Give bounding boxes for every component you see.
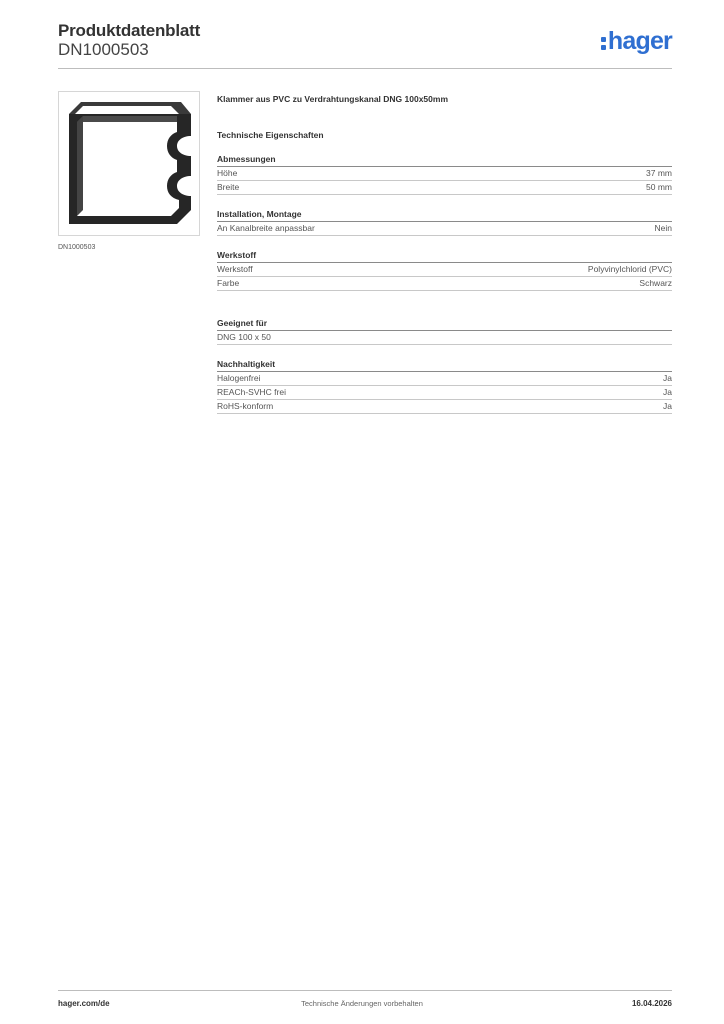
section-installation	[217, 208, 672, 236]
section-geeignet-fuer	[217, 317, 672, 345]
property-value: Polyvinylchlorid (PVC)	[587, 264, 672, 274]
hager-logo	[601, 29, 672, 54]
property-value: Ja	[663, 373, 672, 383]
property-label: REACh-SVHC frei	[217, 387, 286, 397]
property-value: Nein	[654, 223, 672, 233]
product-image	[58, 91, 200, 236]
property-label: Farbe	[217, 278, 240, 288]
technical-properties-heading: Technische Eigenschaften	[217, 130, 324, 140]
section-title: Installation, Montage	[217, 208, 672, 222]
property-row	[217, 222, 672, 236]
section-nachhaltigkeit	[217, 358, 672, 414]
property-row	[217, 372, 672, 386]
logo-dots-icon	[601, 35, 606, 50]
footer-notice: Technische Änderungen vorbehalten	[301, 999, 423, 1008]
property-value: 50 mm	[646, 182, 672, 192]
property-value: 37 mm	[646, 168, 672, 178]
property-label: RoHS-konform	[217, 401, 274, 411]
section-title: Abmessungen	[217, 153, 672, 167]
property-row	[217, 263, 672, 277]
product-description: Klammer aus PVC zu Verdrahtungskanal DNG 100x50mm	[217, 94, 449, 104]
property-row	[217, 331, 672, 345]
page-title: Produktdatenblatt	[58, 21, 201, 40]
property-label: DNG 100 x 50	[217, 332, 271, 342]
property-value: Ja	[663, 387, 672, 397]
cable-clamp-icon	[59, 92, 199, 235]
section-title: Werkstoff	[217, 249, 672, 263]
section-werkstoff	[217, 249, 672, 291]
footer-divider	[58, 990, 672, 991]
header-divider	[58, 68, 672, 69]
property-row	[217, 400, 672, 414]
footer-website-link[interactable]: hager.com/de	[58, 999, 110, 1008]
property-label: Höhe	[217, 168, 238, 178]
property-row	[217, 277, 672, 291]
property-label: Breite	[217, 182, 240, 192]
logo-wordmark: hager	[607, 27, 672, 55]
section-abmessungen	[217, 153, 672, 195]
property-row	[217, 167, 672, 181]
product-number: DN1000503	[58, 40, 149, 59]
property-label: Halogenfrei	[217, 373, 261, 383]
property-value: Ja	[663, 401, 672, 411]
footer-date: 16.04.2026	[631, 999, 672, 1008]
section-title: Geeignet für	[217, 317, 672, 331]
property-row	[217, 386, 672, 400]
section-title: Nachhaltigkeit	[217, 358, 672, 372]
property-label: Werkstoff	[217, 264, 253, 274]
property-value: Schwarz	[639, 278, 672, 288]
property-row	[217, 181, 672, 195]
product-details	[217, 93, 672, 427]
property-label: An Kanalbreite anpassbar	[217, 223, 315, 233]
image-caption: DN1000503	[58, 244, 96, 251]
